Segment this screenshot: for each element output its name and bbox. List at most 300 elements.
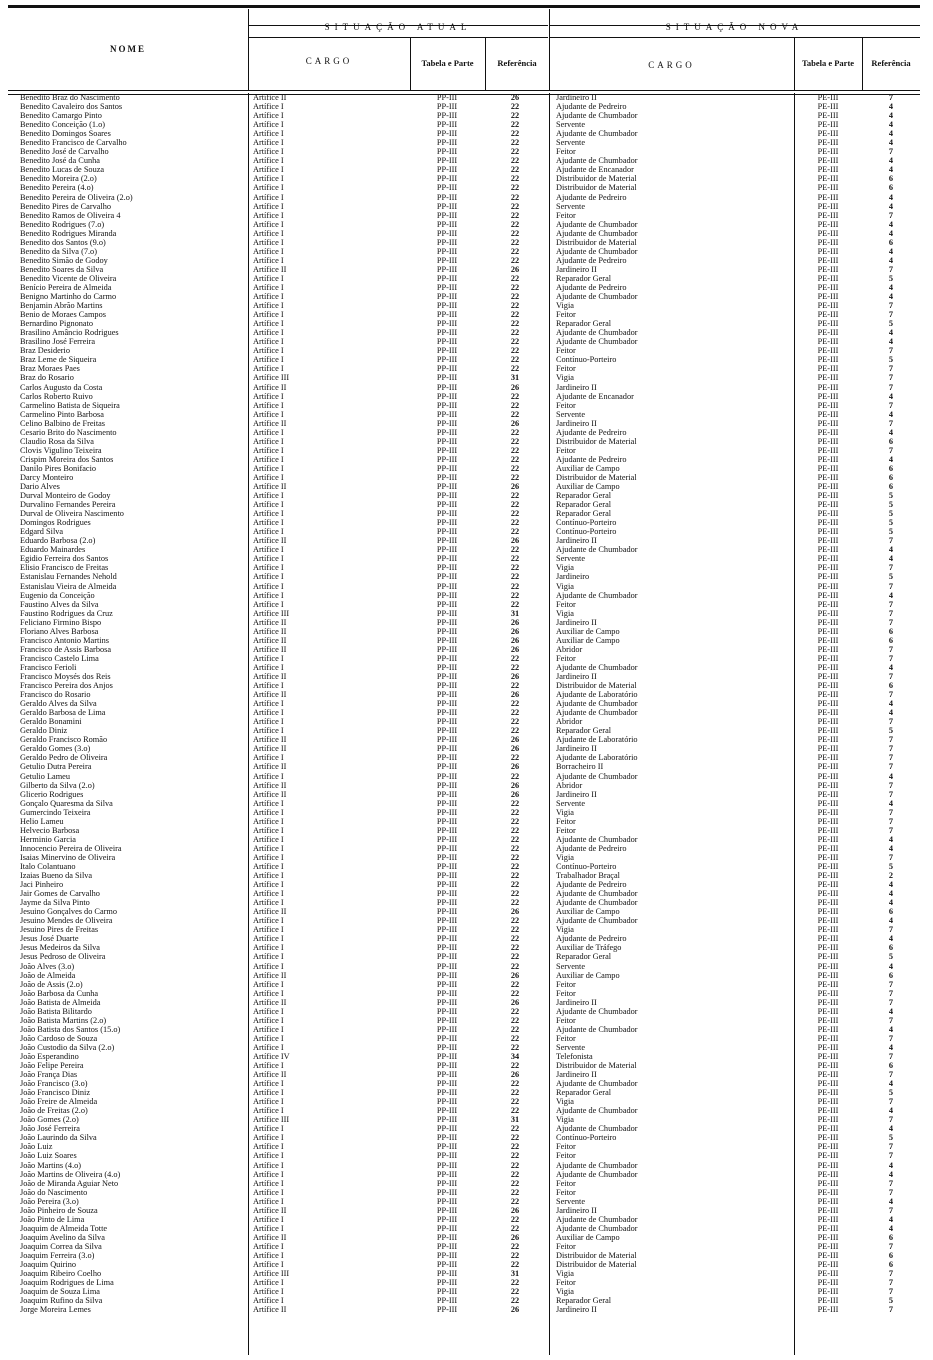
table-row [8, 174, 920, 183]
tabela-atual-cell: PP-III [436, 1296, 458, 1306]
cargo-nova-cell: Ajudante de Chumbador [556, 1124, 638, 1134]
cargo-nova-cell: Vigia [556, 373, 574, 383]
referencia-atual-cell: 22 [510, 979, 520, 989]
nome-cell: Joaquim Ferreira (3.o) [20, 1251, 95, 1260]
referencia-nova-cell: 7 [888, 988, 893, 998]
cargo-atual-cell: Artífice II [253, 735, 287, 745]
referencia-nova-cell: 7 [888, 653, 893, 663]
table-row [8, 1215, 920, 1224]
table-row [8, 211, 920, 220]
tabela-nova-cell: PE-III [817, 1205, 839, 1215]
referencia-atual-cell: 26 [510, 626, 520, 636]
cargo-nova-cell: Jardineiro II [556, 672, 597, 681]
cargo-nova-cell: Distribuidor de Material [556, 1260, 637, 1270]
cargo-atual-cell: Artífice I [253, 916, 284, 926]
table-row [8, 238, 920, 247]
tabela-atual-cell: PP-III [436, 409, 458, 419]
cargo-atual-cell: Artífice I [253, 1106, 284, 1116]
tabela-atual-cell: PP-III [436, 590, 458, 600]
cargo-atual-cell: Artífice II [253, 1305, 287, 1315]
tabela-atual-cell: PP-III [436, 228, 458, 238]
table-row [8, 301, 920, 310]
table-row [8, 681, 920, 690]
table-row [8, 373, 920, 382]
nome-cell: Getulio Lameu [20, 771, 70, 781]
referencia-atual-cell: 22 [510, 916, 520, 926]
referencia-atual-cell: 22 [510, 1187, 520, 1197]
cargo-nova-cell: Ajudante de Pedreiro [556, 255, 627, 265]
cargo-atual-cell: Artífice I [253, 1079, 284, 1089]
tabela-atual-cell: PP-III [436, 943, 458, 953]
nome-cell: Estanislau Fernandes Nehold [20, 572, 117, 582]
tabela-nova-cell: PE-III [817, 807, 839, 817]
tabela-nova-cell: PE-III [817, 472, 839, 482]
tabela-nova-cell: PE-III [817, 1269, 839, 1279]
tabela-nova-cell: PE-III [817, 192, 839, 202]
referencia-nova-cell: 7 [888, 1051, 893, 1061]
cargo-nova-cell: Ajudante de Chumbador [556, 328, 638, 338]
referencia-atual-cell: 22 [510, 156, 520, 166]
table-row [8, 1106, 920, 1115]
cargo-nova-cell: Ajudante de Chumbador [556, 156, 638, 166]
cargo-atual-cell: Artífice I [253, 454, 284, 464]
table-row [8, 980, 920, 989]
cargo-nova-cell: Distribuidor de Material [556, 1061, 637, 1071]
table-row [8, 111, 920, 120]
referencia-nova-cell: 6 [888, 681, 893, 691]
referencia-atual-cell: 22 [510, 337, 520, 347]
referencia-nova-cell: 4 [888, 1196, 893, 1206]
referencia-atual-cell: 22 [510, 1024, 520, 1034]
header-tabela-atual: Tabela e Parte [421, 58, 474, 68]
cargo-nova-cell: Reparador Geral [556, 952, 612, 962]
cargo-atual-cell: Artífice I [253, 771, 284, 781]
nome-cell: Benedito Pires de Carvalho [20, 201, 112, 211]
cargo-nova-cell: Ajudante de Laboratório [556, 735, 638, 745]
table-row [8, 934, 920, 943]
cargo-nova-cell: Auxiliar de Campo [556, 463, 620, 473]
cargo-atual-cell: Artífice I [253, 726, 284, 736]
table-row [8, 708, 920, 717]
cargo-nova-cell: Servente [556, 1196, 586, 1206]
referencia-atual-cell: 22 [510, 599, 520, 609]
table-row [8, 183, 920, 192]
referencia-atual-cell: 22 [510, 961, 520, 971]
nome-cell: João Custodio da Silva (2.o) [20, 1042, 115, 1052]
table-row [8, 871, 920, 880]
nome-cell: Innocencio Pereira de Oliveira [20, 843, 122, 853]
nome-cell: João Batista Bilitardo [20, 1006, 92, 1016]
referencia-atual-cell: 22 [510, 102, 520, 112]
nome-cell: João de Almeida [20, 970, 76, 980]
nome-cell: Jesuino Gonçalves do Carmo [20, 907, 118, 917]
table-row [8, 907, 920, 916]
cargo-nova-cell: Feitor [556, 346, 576, 356]
header-situacao-nova: SITUAÇÃO NOVA [665, 22, 804, 32]
cargo-atual-cell: Artífice I [253, 1251, 284, 1260]
referencia-nova-cell: 4 [888, 165, 893, 175]
cargo-atual-cell: Artífice I [253, 1296, 284, 1306]
cargo-atual-cell: Artífice I [253, 925, 284, 935]
tabela-atual-cell: PP-III [436, 210, 458, 220]
header-nome: NOME [110, 44, 146, 54]
cargo-atual-cell: Artífice I [253, 201, 284, 211]
tabela-nova-cell: PE-III [817, 1079, 839, 1089]
nome-cell: Jayme da Silva Pinto [20, 898, 90, 908]
cargo-nova-cell: Vigia [556, 1097, 574, 1107]
nome-cell: Jair Gomes de Carvalho [20, 889, 100, 899]
cargo-atual-cell: Artífice II [253, 744, 287, 754]
referencia-atual-cell: 26 [510, 690, 520, 700]
table-row [8, 1097, 920, 1106]
table-row [8, 563, 920, 572]
referencia-nova-cell: 5 [888, 273, 893, 283]
cargo-atual-cell: Artífice III [253, 373, 290, 383]
referencia-atual-cell: 22 [510, 1287, 520, 1297]
nome-cell: João Luiz [20, 1142, 53, 1152]
nome-cell: Benedito Soares da Silva [20, 264, 104, 274]
cargo-atual-cell: Artífice I [253, 1223, 284, 1233]
nome-cell: Geraldo Gomes (3.o) [20, 744, 91, 754]
cargo-atual-cell: Artífice II [253, 626, 287, 636]
referencia-nova-cell: 4 [888, 255, 893, 265]
table-row [8, 346, 920, 355]
tabela-atual-cell: PP-III [436, 916, 458, 926]
nome-cell: João de Assis (2.o) [20, 979, 83, 989]
cargo-atual-cell: Artífice I [253, 472, 284, 482]
referencia-atual-cell: 26 [510, 264, 520, 274]
table-row [8, 1133, 920, 1142]
cargo-atual-cell: Artífice I [253, 554, 284, 564]
referencia-nova-cell: 4 [888, 409, 893, 419]
referencia-nova-cell: 4 [888, 102, 893, 112]
table-row [8, 1206, 920, 1215]
nome-cell: Benigno Martinho do Carmo [20, 292, 117, 302]
tabela-nova-cell: PE-III [817, 1160, 839, 1170]
referencia-nova-cell: 4 [888, 228, 893, 238]
tabela-nova-cell: PE-III [817, 880, 839, 890]
tabela-atual-cell: PP-III [436, 1241, 458, 1251]
referencia-nova-cell: 4 [888, 554, 893, 564]
tabela-nova-cell: PE-III [817, 346, 839, 356]
tabela-nova-cell: PE-III [817, 102, 839, 112]
cargo-atual-cell: Artífice II [253, 762, 287, 772]
table-row [8, 898, 920, 907]
referencia-nova-cell: 4 [888, 1106, 893, 1116]
nome-cell: Gilberto da Silva (2.o) [20, 780, 95, 790]
tabela-atual-cell: PP-III [436, 1214, 458, 1224]
referencia-nova-cell: 4 [888, 201, 893, 211]
nome-cell: Bernardino Pignonato [20, 319, 94, 329]
cargo-nova-cell: Abridor [556, 644, 583, 654]
tabela-atual-cell: PP-III [436, 1205, 458, 1215]
cargo-nova-cell: Servente [556, 201, 586, 211]
tabela-nova-cell: PE-III [817, 1278, 839, 1288]
cargo-atual-cell: Artífice I [253, 491, 284, 501]
referencia-nova-cell: 5 [888, 952, 893, 962]
tabela-nova-cell: PE-III [817, 979, 839, 989]
cargo-atual-cell: Artífice I [253, 1151, 284, 1161]
tabela-atual-cell: PP-III [436, 436, 458, 446]
nome-cell: Getulio Dutra Pereira [20, 762, 92, 772]
referencia-nova-cell: 6 [888, 183, 893, 193]
referencia-nova-cell: 7 [888, 536, 893, 546]
tabela-nova-cell: PE-III [817, 644, 839, 654]
tabela-nova-cell: PE-III [817, 337, 839, 347]
table-row [8, 916, 920, 925]
referencia-atual-cell: 26 [510, 1070, 520, 1080]
tabela-nova-cell: PE-III [817, 210, 839, 220]
nome-cell: Eduardo Barbosa (2.o) [20, 536, 96, 546]
referencia-nova-cell: 4 [888, 1214, 893, 1224]
referencia-nova-cell: 7 [888, 735, 893, 745]
referencia-nova-cell: 4 [888, 192, 893, 202]
tabela-nova-cell: PE-III [817, 319, 839, 329]
tabela-nova-cell: PE-III [817, 509, 839, 519]
tabela-atual-cell: PP-III [436, 1260, 458, 1270]
tabela-atual-cell: PP-III [436, 1178, 458, 1188]
referencia-atual-cell: 22 [510, 409, 520, 419]
cargo-atual-cell: Artífice I [253, 871, 284, 881]
tabela-atual-cell: PP-III [436, 1251, 458, 1260]
tabela-nova-cell: PE-III [817, 391, 839, 401]
table-row [8, 509, 920, 518]
cargo-atual-cell: Artífice II [253, 1232, 287, 1242]
referencia-nova-cell: 7 [888, 382, 893, 392]
referencia-atual-cell: 26 [510, 617, 520, 627]
referencia-nova-cell: 5 [888, 726, 893, 736]
nome-cell: João Esperandino [20, 1051, 79, 1061]
referencia-atual-cell: 22 [510, 1214, 520, 1224]
table-row [8, 120, 920, 129]
referencia-atual-cell: 22 [510, 165, 520, 175]
cargo-nova-cell: Reparador Geral [556, 509, 612, 519]
cargo-nova-cell: Distribuidor de Material [556, 472, 637, 482]
tabela-nova-cell: PE-III [817, 735, 839, 745]
cargo-nova-cell: Feitor [556, 445, 576, 455]
tabela-nova-cell: PE-III [817, 147, 839, 157]
tabela-atual-cell: PP-III [436, 382, 458, 392]
tabela-atual-cell: PP-III [436, 1033, 458, 1043]
tabela-atual-cell: PP-III [436, 391, 458, 401]
cargo-atual-cell: Artífice I [253, 527, 284, 537]
table-row [8, 410, 920, 419]
referencia-nova-cell: 4 [888, 1124, 893, 1134]
tabela-atual-cell: PP-III [436, 1051, 458, 1061]
referencia-nova-cell: 7 [888, 418, 893, 428]
cargo-atual-cell: Artífice II [253, 1205, 287, 1215]
cargo-atual-cell: Artífice I [253, 852, 284, 862]
document-page [8, 5, 920, 1355]
referencia-nova-cell: 6 [888, 943, 893, 953]
cargo-nova-cell: Ajudante de Pedreiro [556, 427, 627, 437]
tabela-nova-cell: PE-III [817, 554, 839, 564]
referencia-atual-cell: 22 [510, 662, 520, 672]
nome-cell: Joaquim Correa da Silva [20, 1241, 102, 1251]
cargo-nova-cell: Ajudante de Chumbador [556, 708, 638, 718]
table-row [8, 943, 920, 952]
table-row [8, 392, 920, 401]
tabela-nova-cell: PE-III [817, 491, 839, 501]
tabela-nova-cell: PE-III [817, 1142, 839, 1152]
tabela-atual-cell: PP-III [436, 93, 458, 102]
tabela-nova-cell: PE-III [817, 165, 839, 175]
referencia-atual-cell: 22 [510, 572, 520, 582]
cargo-atual-cell: Artífice II [253, 536, 287, 546]
nome-cell: Dario Alves [20, 482, 60, 492]
referencia-atual-cell: 31 [510, 1269, 520, 1279]
referencia-nova-cell: 4 [888, 1024, 893, 1034]
tabela-nova-cell: PE-III [817, 536, 839, 546]
referencia-nova-cell: 7 [888, 373, 893, 383]
cargo-nova-cell: Feitor [556, 1015, 576, 1025]
tabela-nova-cell: PE-III [817, 174, 839, 184]
tabela-nova-cell: PE-III [817, 1015, 839, 1025]
referencia-nova-cell: 4 [888, 246, 893, 256]
tabela-atual-cell: PP-III [436, 662, 458, 672]
referencia-atual-cell: 22 [510, 925, 520, 935]
cargo-atual-cell: Artífice I [253, 825, 284, 835]
cargo-nova-cell: Ajudante de Chumbador [556, 662, 638, 672]
tabela-nova-cell: PE-III [817, 1251, 839, 1260]
referencia-atual-cell: 26 [510, 93, 520, 102]
tabela-nova-cell: PE-III [817, 699, 839, 709]
tabela-atual-cell: PP-III [436, 780, 458, 790]
nome-cell: João de Miranda Aguiar Neto [20, 1178, 119, 1188]
table-row [8, 401, 920, 410]
cargo-atual-cell: Artífice I [253, 1187, 284, 1197]
cargo-nova-cell: Ajudante de Chumbador [556, 1223, 638, 1233]
cargo-atual-cell: Artífice I [253, 292, 284, 302]
table-row [8, 998, 920, 1007]
tabela-nova-cell: PE-III [817, 264, 839, 274]
table-row [8, 753, 920, 762]
cargo-nova-cell: Vigia [556, 1287, 574, 1297]
cargo-atual-cell: Artífice I [253, 463, 284, 473]
referencia-atual-cell: 22 [510, 708, 520, 718]
nome-cell: Feliciano Firmino Bispo [20, 617, 102, 627]
table-row [8, 1061, 920, 1070]
tabela-atual-cell: PP-III [436, 599, 458, 609]
cargo-nova-cell: Vigia [556, 301, 574, 311]
cargo-atual-cell: Artífice I [253, 572, 284, 582]
referencia-nova-cell: 4 [888, 961, 893, 971]
cargo-nova-cell: Jardineiro II [556, 93, 597, 102]
cargo-atual-cell: Artífice II [253, 1070, 287, 1080]
cargo-atual-cell: Artífice I [253, 111, 284, 121]
referencia-atual-cell: 26 [510, 672, 520, 681]
cargo-nova-cell: Ajudante de Chumbador [556, 228, 638, 238]
tabela-atual-cell: PP-III [436, 472, 458, 482]
cargo-nova-cell: Feitor [556, 1278, 576, 1288]
referencia-nova-cell: 6 [888, 463, 893, 473]
cargo-nova-cell: Jardineiro II [556, 1305, 597, 1315]
referencia-atual-cell: 26 [510, 1205, 520, 1215]
tabela-atual-cell: PP-III [436, 445, 458, 455]
nome-cell: Benedito Pereira (4.o) [20, 183, 94, 193]
cargo-atual-cell: Artífice II [253, 382, 287, 392]
nome-cell: Benedito Cavaleiro dos Santos [20, 102, 123, 112]
tabela-atual-cell: PP-III [436, 798, 458, 808]
cargo-atual-cell: Artífice I [253, 1024, 284, 1034]
cargo-nova-cell: Feitor [556, 653, 576, 663]
referencia-nova-cell: 7 [888, 1287, 893, 1297]
tabela-atual-cell: PP-III [436, 310, 458, 320]
tabela-nova-cell: PE-III [817, 681, 839, 691]
referencia-nova-cell: 4 [888, 282, 893, 292]
table-row [8, 202, 920, 211]
cargo-atual-cell: Artífice I [253, 599, 284, 609]
tabela-nova-cell: PE-III [817, 129, 839, 139]
table-row [8, 1305, 920, 1314]
referencia-nova-cell: 7 [888, 1015, 893, 1025]
cargo-atual-cell: Artífice I [253, 156, 284, 166]
table-row [8, 1224, 920, 1233]
cargo-atual-cell: Artífice I [253, 255, 284, 265]
tabela-nova-cell: PE-III [817, 690, 839, 700]
table-header [8, 9, 920, 92]
referencia-atual-cell: 22 [510, 816, 520, 826]
tabela-nova-cell: PE-III [817, 997, 839, 1007]
cargo-nova-cell: Feitor [556, 816, 576, 826]
referencia-atual-cell: 22 [510, 319, 520, 329]
tabela-nova-cell: PE-III [817, 1115, 839, 1125]
cargo-atual-cell: Artífice I [253, 210, 284, 220]
table-row [8, 744, 920, 753]
referencia-nova-cell: 7 [888, 445, 893, 455]
nome-cell: Francisco Castelo Lima [20, 653, 99, 663]
table-row [8, 1269, 920, 1278]
cargo-nova-cell: Ajudante de Chumbador [556, 590, 638, 600]
nome-cell: Brasilino Amâncio Rodrigues [20, 328, 119, 338]
table-row [8, 1296, 920, 1305]
nome-cell: João Batista Martins (2.o) [20, 1015, 107, 1025]
tabela-atual-cell: PP-III [436, 138, 458, 148]
nome-cell: Braz Leme de Siqueira [20, 355, 97, 365]
referencia-nova-cell: 7 [888, 825, 893, 835]
referencia-nova-cell: 6 [888, 472, 893, 482]
referencia-atual-cell: 22 [510, 228, 520, 238]
nome-cell: Benedito Rodrigues (7.o) [20, 219, 105, 229]
tabela-atual-cell: PP-III [436, 129, 458, 139]
referencia-atual-cell: 22 [510, 1097, 520, 1107]
tabela-nova-cell: PE-III [817, 1024, 839, 1034]
tabela-nova-cell: PE-III [817, 246, 839, 256]
referencia-nova-cell: 7 [888, 753, 893, 763]
referencia-atual-cell: 22 [510, 301, 520, 311]
tabela-atual-cell: PP-III [436, 1115, 458, 1125]
cargo-nova-cell: Feitor [556, 1033, 576, 1043]
referencia-atual-cell: 22 [510, 1260, 520, 1270]
referencia-atual-cell: 22 [510, 581, 520, 591]
tabela-atual-cell: PP-III [436, 861, 458, 871]
tabela-atual-cell: PP-III [436, 970, 458, 980]
cargo-atual-cell: Artífice IV [253, 1051, 290, 1061]
referencia-nova-cell: 4 [888, 129, 893, 139]
tabela-nova-cell: PE-III [817, 608, 839, 618]
tabela-atual-cell: PP-III [436, 518, 458, 528]
table-row [8, 419, 920, 428]
referencia-nova-cell: 4 [888, 219, 893, 229]
cargo-atual-cell: Artífice I [253, 120, 284, 130]
cargo-nova-cell: Jardineiro II [556, 382, 597, 392]
table-row [8, 853, 920, 862]
cargo-nova-cell: Feitor [556, 364, 576, 374]
tabela-nova-cell: PE-III [817, 590, 839, 600]
referencia-nova-cell: 7 [888, 1151, 893, 1161]
referencia-nova-cell: 4 [888, 880, 893, 890]
tabela-atual-cell: PP-III [436, 102, 458, 112]
